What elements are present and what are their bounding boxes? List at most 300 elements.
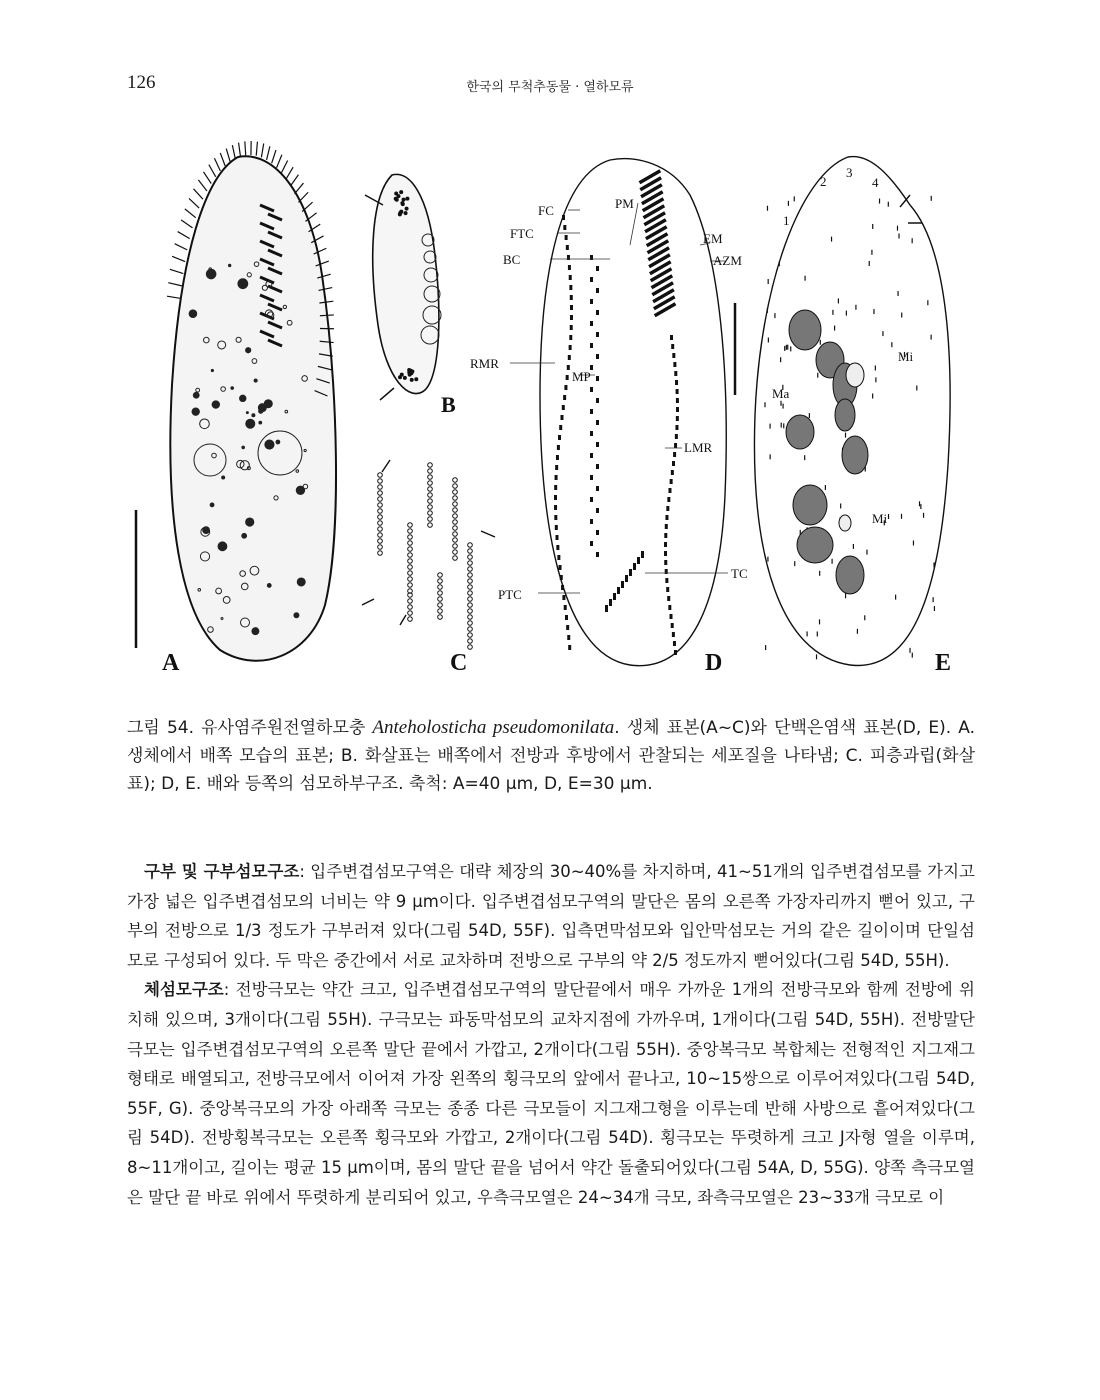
- panel-e-drawing: [754, 157, 950, 666]
- left-marginal-cirrus: [673, 641, 676, 646]
- cytoplasm-granule: [252, 414, 255, 417]
- cytoplasm-granule: [231, 387, 234, 390]
- running-head: 한국의 무척추동물 · 열하모류: [466, 80, 634, 95]
- right-marginal-cirrus: [567, 635, 570, 640]
- transverse-cirrus: [633, 563, 636, 570]
- cirrus: [170, 269, 183, 273]
- right-marginal-cirrus: [570, 315, 573, 320]
- figure-illustration: [110, 135, 990, 690]
- macronuclear-nodule: [842, 436, 868, 474]
- cytoplasm-granule: [394, 197, 398, 201]
- right-marginal-cirrus: [565, 615, 568, 620]
- label-azm: AZM: [713, 253, 742, 268]
- right-marginal-cirrus: [566, 245, 569, 250]
- cytoplasm-granule: [414, 377, 418, 381]
- left-marginal-cirrus: [675, 425, 678, 430]
- right-marginal-cirrus: [569, 275, 572, 280]
- cortical-granule: [468, 555, 473, 560]
- right-marginal-cirrus: [569, 285, 572, 290]
- label-mi-lower: Mi: [872, 511, 888, 526]
- panel-label-b: B: [441, 392, 456, 417]
- cytoplasm-granule: [405, 207, 409, 211]
- label-mp: MP: [572, 369, 591, 384]
- cytoplasm-granule: [212, 401, 219, 408]
- cortical-granule: [408, 523, 413, 528]
- label-tc: TC: [731, 566, 748, 581]
- cytoplasm-granule: [193, 392, 199, 398]
- midventral-cirrus: [596, 376, 599, 381]
- cortical-granule: [438, 591, 443, 596]
- midventral-cirrus: [590, 519, 593, 524]
- cortical-granule: [438, 615, 443, 620]
- cortical-granule: [453, 532, 458, 537]
- cytoplasm-granule: [276, 440, 280, 444]
- left-marginal-cirrus: [667, 497, 670, 502]
- midventral-cirrus: [596, 288, 599, 293]
- right-marginal-cirrus: [556, 455, 559, 460]
- cytoplasm-granule: [242, 446, 245, 449]
- cirrus: [198, 180, 207, 191]
- panel-label-c: C: [450, 650, 468, 676]
- right-marginal-cirrus: [564, 605, 567, 610]
- right-marginal-cirrus: [559, 565, 562, 570]
- cortical-granule: [428, 505, 433, 510]
- cytoplasm-granule: [398, 212, 402, 216]
- right-marginal-cirrus: [562, 215, 565, 220]
- transverse-cirrus: [617, 587, 620, 594]
- label-kinety-4: 4: [872, 175, 879, 190]
- adoral-membranelle: [653, 295, 676, 310]
- right-marginal-cirrus: [558, 435, 561, 440]
- adoral-membranelle: [644, 218, 667, 233]
- cirrus: [175, 244, 188, 250]
- left-marginal-cirrus: [666, 587, 669, 592]
- midventral-cirrus: [590, 453, 593, 458]
- page-number: 126: [127, 72, 156, 93]
- right-marginal-cirrus: [568, 355, 571, 360]
- cortical-granule: [453, 478, 458, 483]
- cortical-granule: [468, 591, 473, 596]
- left-marginal-cirrus: [673, 452, 676, 457]
- midventral-cirrus: [590, 321, 593, 326]
- label-mi-upper: Mi: [898, 349, 914, 364]
- midventral-cirrus: [596, 442, 599, 447]
- right-marginal-cirrus: [557, 555, 560, 560]
- adoral-membranelle: [648, 253, 671, 268]
- cortical-granule: [438, 603, 443, 608]
- left-marginal-cirrus: [666, 506, 669, 511]
- left-marginal-cirrus: [664, 551, 667, 556]
- cytoplasm-granule: [211, 369, 213, 371]
- cortical-granule: [468, 633, 473, 638]
- right-marginal-cirrus: [560, 575, 563, 580]
- label-ptc: PTC: [498, 587, 522, 602]
- transverse-cirrus: [637, 557, 640, 564]
- right-marginal-cirrus: [562, 595, 565, 600]
- midventral-cirrus: [590, 541, 593, 546]
- cortical-granule: [378, 503, 383, 508]
- cytoplasm-granule: [238, 279, 248, 289]
- right-marginal-cirrus: [570, 295, 573, 300]
- left-marginal-cirrus: [665, 578, 668, 583]
- label-kinety-3: 3: [846, 165, 853, 180]
- cytoplasm-granule: [246, 412, 248, 414]
- right-marginal-cirrus: [567, 365, 570, 370]
- cirrus: [295, 183, 304, 194]
- right-marginal-cirrus: [556, 545, 559, 550]
- paragraph-heading-oral: 구부 및 구부섬모구조: [144, 862, 300, 881]
- right-marginal-cirrus: [554, 515, 557, 520]
- cytoplasm-granule: [228, 264, 230, 266]
- cytoplasm-granule: [246, 518, 254, 526]
- right-marginal-cirrus: [570, 325, 573, 330]
- cortical-granule: [438, 579, 443, 584]
- caption-text: . 생체 표본(A~C)와 단백은염색 표본(D, E). A. 생체에서 배쪽 모습의 표본; B. 화살표는 배쪽에서 전방과 후방에서 관찰되는 세포질을 나타냄; C. 피층과립(화살표); D, E. 배와 등쪽의 섬모하부구조. 축척: A=40 μm, D, E=30 μm.: [127, 718, 975, 794]
- cortical-granule: [438, 609, 443, 614]
- cirrus: [290, 175, 298, 186]
- cortical-granule: [453, 556, 458, 561]
- left-marginal-cirrus: [671, 623, 674, 628]
- cirrus: [209, 165, 216, 177]
- left-marginal-cirrus: [674, 650, 677, 655]
- left-marginal-cirrus: [672, 461, 675, 466]
- cytoplasm-granule: [400, 373, 404, 377]
- left-marginal-cirrus: [667, 596, 670, 601]
- cortical-granule: [468, 627, 473, 632]
- cortical-granule: [453, 550, 458, 555]
- label-pm: PM: [615, 196, 634, 211]
- right-marginal-cirrus: [554, 505, 557, 510]
- left-marginal-cirrus: [672, 632, 675, 637]
- panel-label-a: A: [162, 650, 180, 676]
- right-marginal-cirrus: [563, 395, 566, 400]
- cell-outline: [540, 159, 726, 666]
- label-fc: FC: [538, 203, 554, 218]
- left-marginal-cirrus: [668, 605, 671, 610]
- midventral-cirrus: [596, 552, 599, 557]
- cytoplasm-granule: [189, 310, 197, 318]
- cortical-granule: [378, 515, 383, 520]
- right-marginal-cirrus: [569, 345, 572, 350]
- left-marginal-cirrus: [674, 371, 677, 376]
- adoral-membranelle: [654, 302, 677, 317]
- cytoplasm-granule: [242, 533, 247, 538]
- cytoplasm-granule: [399, 190, 403, 194]
- adoral-membranelle: [639, 176, 662, 191]
- micronucleus: [846, 363, 864, 387]
- adoral-membranelle: [650, 267, 673, 282]
- transverse-cirrus: [613, 593, 616, 600]
- cortical-granule: [428, 493, 433, 498]
- adoral-membranelle: [643, 204, 666, 219]
- cortical-granule: [408, 599, 413, 604]
- macronuclear-nodule: [836, 556, 864, 594]
- cytoplasm-granule: [222, 476, 225, 479]
- cortical-granule: [453, 502, 458, 507]
- paragraph-heading-somatic: 체섬모구조: [144, 980, 224, 1000]
- midventral-cirrus: [590, 299, 593, 304]
- right-marginal-cirrus: [557, 445, 560, 450]
- cytoplasm-granule: [246, 419, 255, 428]
- cortical-granule: [428, 481, 433, 486]
- cortical-granule: [378, 545, 383, 550]
- left-marginal-cirrus: [671, 344, 674, 349]
- cortical-granule: [438, 597, 443, 602]
- macronuclear-nodule: [793, 485, 827, 525]
- adoral-membranelle: [647, 246, 670, 261]
- cortical-granule: [453, 544, 458, 549]
- left-marginal-cirrus: [670, 479, 673, 484]
- macronuclear-nodule: [835, 399, 855, 431]
- cortical-granule: [408, 617, 413, 622]
- adoral-membranelle: [642, 197, 665, 212]
- cortical-granule: [378, 485, 383, 490]
- midventral-cirrus: [596, 464, 599, 469]
- midventral-cirrus: [596, 486, 599, 491]
- adoral-membranelle: [641, 190, 664, 205]
- transverse-cirrus: [621, 581, 624, 588]
- cortical-granule: [408, 583, 413, 588]
- cortical-granule: [378, 491, 383, 496]
- cytoplasm-granule: [218, 542, 227, 551]
- cortical-granule: [378, 497, 383, 502]
- caption-prefix: 그림 54. 유사염주원전열하모충: [127, 718, 373, 738]
- left-marginal-cirrus: [676, 398, 679, 403]
- cytoplasm-granule: [402, 198, 406, 202]
- midventral-cirrus: [596, 530, 599, 535]
- cortical-granule: [408, 611, 413, 616]
- cytoplasm-granule: [410, 378, 414, 382]
- midventral-cirrus: [596, 354, 599, 359]
- cirrus: [245, 141, 246, 155]
- paragraph-somatic-ciliature: [127, 975, 975, 1212]
- left-marginal-cirrus: [665, 524, 668, 529]
- adoral-membranelle: [639, 169, 662, 184]
- cirrus: [185, 209, 196, 218]
- right-marginal-cirrus: [563, 225, 566, 230]
- adoral-membranelle: [652, 288, 675, 303]
- panel-b-drawing: [365, 174, 441, 400]
- right-marginal-cirrus: [555, 465, 558, 470]
- midventral-cirrus: [590, 343, 593, 348]
- cortical-granule: [453, 520, 458, 525]
- cortical-granule: [453, 538, 458, 543]
- figure-54: [110, 135, 990, 690]
- cirrus: [189, 198, 199, 208]
- adoral-membranelle: [643, 211, 666, 226]
- left-marginal-cirrus: [670, 335, 673, 340]
- left-marginal-cirrus: [676, 407, 679, 412]
- cortical-granule: [378, 479, 383, 484]
- left-marginal-cirrus: [671, 470, 674, 475]
- cirrus: [172, 256, 185, 261]
- cirrus: [320, 315, 334, 316]
- arrow: [900, 195, 922, 223]
- cortical-granule: [378, 539, 383, 544]
- cytoplasm-granule: [410, 369, 414, 373]
- cortical-granule: [438, 585, 443, 590]
- cortical-granule: [408, 571, 413, 576]
- cytoplasm-granule: [252, 628, 259, 635]
- cortical-granule: [378, 473, 383, 478]
- right-marginal-cirrus: [568, 265, 571, 270]
- midventral-cirrus: [596, 266, 599, 271]
- right-marginal-cirrus: [554, 495, 557, 500]
- cirrus: [281, 160, 287, 173]
- left-marginal-cirrus: [672, 353, 675, 358]
- panel-label-d: D: [705, 650, 723, 676]
- left-marginal-cirrus: [675, 380, 678, 385]
- cytoplasm-granule: [405, 197, 409, 201]
- cortical-granule: [453, 526, 458, 531]
- cortical-granule: [428, 517, 433, 522]
- midventral-cirrus: [596, 420, 599, 425]
- cortical-granule: [408, 559, 413, 564]
- left-marginal-cirrus: [670, 614, 673, 619]
- cirrus: [272, 150, 276, 163]
- right-marginal-cirrus: [566, 625, 569, 630]
- panel-d-drawing: [510, 159, 735, 666]
- cortical-granule: [378, 509, 383, 514]
- midventral-cirrus: [590, 431, 593, 436]
- cortical-granule: [408, 565, 413, 570]
- cortical-granule: [408, 529, 413, 534]
- cortical-granule: [408, 553, 413, 558]
- macronuclear-nodule: [786, 415, 814, 449]
- right-marginal-cirrus: [559, 425, 562, 430]
- cirrus: [256, 142, 257, 156]
- cirrus: [178, 232, 190, 239]
- right-marginal-cirrus: [566, 375, 569, 380]
- cytoplasm-granule: [265, 440, 274, 449]
- label-kinety-1: 1: [783, 213, 790, 228]
- cytoplasm-granule: [210, 503, 214, 507]
- cortical-granule: [468, 549, 473, 554]
- cortical-granule: [468, 621, 473, 626]
- left-marginal-cirrus: [673, 362, 676, 367]
- paragraph-text-oral: : 입주변겹섬모구역은 대략 체장의 30~40%를 차지하며, 41~51개의 입주변겹섬모를 가지고 가장 넓은 입주변겹섬모의 너비는 약 9 μm이다. 입주변겹섬모구역의 말단은 몸의 오른쪽 가장자리까지 뻗어 있고, 구부의 전방으로 1/3 정도가 구부러져 있다(그림 54D, 55F). 입측면막섬모와 입안막섬모는 거의 같은 길이이며 단일섬모로 구성되어 있다. 두 막은 중간에서 서로 교차하며 전방으로 구부의 약 2/5 정도까지 뻗어있다(그림 54D, 55H).: [127, 862, 975, 970]
- adoral-membranelle: [647, 239, 670, 254]
- cytoplasm-granule: [297, 578, 305, 586]
- cirrus: [214, 158, 220, 171]
- right-marginal-cirrus: [568, 645, 571, 650]
- cortical-granule: [428, 475, 433, 480]
- cortical-granule: [378, 527, 383, 532]
- cytoplasm-granule: [203, 527, 210, 534]
- cirrus: [168, 283, 182, 286]
- transverse-cirrus: [605, 605, 608, 612]
- cortical-granule: [468, 543, 473, 548]
- panel-label-e: E: [935, 650, 952, 676]
- cortical-granule: [428, 511, 433, 516]
- cortical-granule: [408, 535, 413, 540]
- cirrus: [286, 167, 293, 179]
- cortical-granule: [378, 533, 383, 538]
- right-marginal-cirrus: [569, 335, 572, 340]
- cortical-granule: [428, 487, 433, 492]
- paragraph-text-somatic: : 전방극모는 약간 크고, 입주변겹섬모구역의 말단끝에서 매우 가까운 1개의 전방극모와 함께 전방에 위치해 있으며, 3개이다(그림 55H). 구극모는 파동막섬모의 교차지점에 가까우며, 1개이다(그림 54D, 55H). 전방말단극모는 입주변겹섬모구역의 오른쪽 말단 끝에서 가깝고, 2개이다(그림 55H). 중앙복극모 복합체는 전형적인 지그재그 형태로 배열되고, 전방극모에서 이어져 가장 왼쪽의 횡극모의 앞에서 끝나고, 10~15쌍으로 이루어져있다(그림 54D, 55F, G). 중앙복극모의 가장 아래쪽 극모는 종종 다른 극모들이 지그재그형을 이루는데 반해 사방으로 흩어져있다(그림 54D). 전방횡복극모는 오른쪽 횡극모와 가깝고, 2개이다(그림 54D). 횡극모는 뚜렷하게 크고 J자형 열을 이루며, 8~11개이고, 길이는 평균 15 μm이며, 몸의 말단 끝을 넘어서 약간 돌출되어있다(그림 54A, D, 55G). 양쪽 측극모열은 말단 끝 바로 위에서 뚜렷하게 분리되어 있고, 우측극모열은 24~34개 극모, 좌측극모열은 23~33개 극모로 이: [127, 980, 975, 1207]
- transverse-cirrus: [629, 569, 632, 576]
- cortical-granule: [428, 469, 433, 474]
- adoral-membranelle: [640, 183, 663, 198]
- adoral-membranelle: [645, 225, 668, 240]
- cortical-granule: [468, 579, 473, 584]
- cirrus: [226, 149, 230, 162]
- cirrus: [277, 155, 282, 168]
- cortical-granule: [408, 605, 413, 610]
- right-marginal-cirrus: [570, 305, 573, 310]
- left-marginal-cirrus: [676, 416, 679, 421]
- cytoplasm-granule: [259, 421, 262, 424]
- cortical-granule: [468, 639, 473, 644]
- left-marginal-cirrus: [665, 515, 668, 520]
- cirrus: [267, 146, 270, 160]
- label-em: EM: [703, 231, 723, 246]
- cytoplasm-granule: [267, 584, 271, 588]
- cirrus: [203, 172, 211, 184]
- midventral-cirrus: [590, 497, 593, 502]
- left-marginal-cirrus: [676, 389, 679, 394]
- cortical-granule: [428, 463, 433, 468]
- cytoplasm-granule: [400, 201, 404, 205]
- left-marginal-cirrus: [664, 533, 667, 538]
- right-marginal-cirrus: [555, 535, 558, 540]
- label-kinety-2: 2: [820, 174, 827, 189]
- midventral-cirrus: [590, 277, 593, 282]
- cortical-granule: [428, 499, 433, 504]
- label-lmr: LMR: [684, 440, 713, 455]
- right-marginal-cirrus: [564, 385, 567, 390]
- figure-caption: [127, 714, 975, 798]
- cortical-granule: [428, 523, 433, 528]
- cortical-granule: [408, 541, 413, 546]
- transverse-cirrus: [641, 551, 644, 558]
- cortical-granule: [468, 561, 473, 566]
- cortical-granule: [378, 551, 383, 556]
- cortical-granule: [468, 615, 473, 620]
- left-marginal-cirrus: [664, 542, 667, 547]
- cortical-granule: [453, 490, 458, 495]
- left-marginal-cirrus: [668, 488, 671, 493]
- midventral-cirrus: [590, 409, 593, 414]
- cortical-granule: [468, 645, 473, 650]
- cortical-granule: [438, 573, 443, 578]
- label-ma: Ma: [772, 386, 790, 401]
- midventral-cirrus: [596, 310, 599, 315]
- right-marginal-cirrus: [561, 585, 564, 590]
- midventral-cirrus: [590, 387, 593, 392]
- right-marginal-cirrus: [555, 525, 558, 530]
- cirrus: [232, 145, 235, 159]
- macronuclear-nodule: [789, 310, 821, 350]
- transverse-cirrus: [625, 575, 628, 582]
- cirrus: [239, 143, 241, 157]
- body-text: [127, 857, 975, 1212]
- cortical-granule: [468, 597, 473, 602]
- transverse-cirrus: [609, 599, 612, 606]
- adoral-membranelle: [649, 260, 672, 275]
- cytoplasm-granule: [404, 211, 408, 215]
- midventral-cirrus: [596, 508, 599, 513]
- cirrus: [181, 220, 192, 228]
- adoral-membranelle: [651, 281, 674, 296]
- left-marginal-cirrus: [675, 434, 678, 439]
- cytoplasm-granule: [294, 613, 299, 618]
- right-marginal-cirrus: [565, 235, 568, 240]
- cytoplasm-granule: [403, 376, 407, 380]
- left-marginal-cirrus: [674, 443, 677, 448]
- adoral-membranelle: [646, 232, 669, 247]
